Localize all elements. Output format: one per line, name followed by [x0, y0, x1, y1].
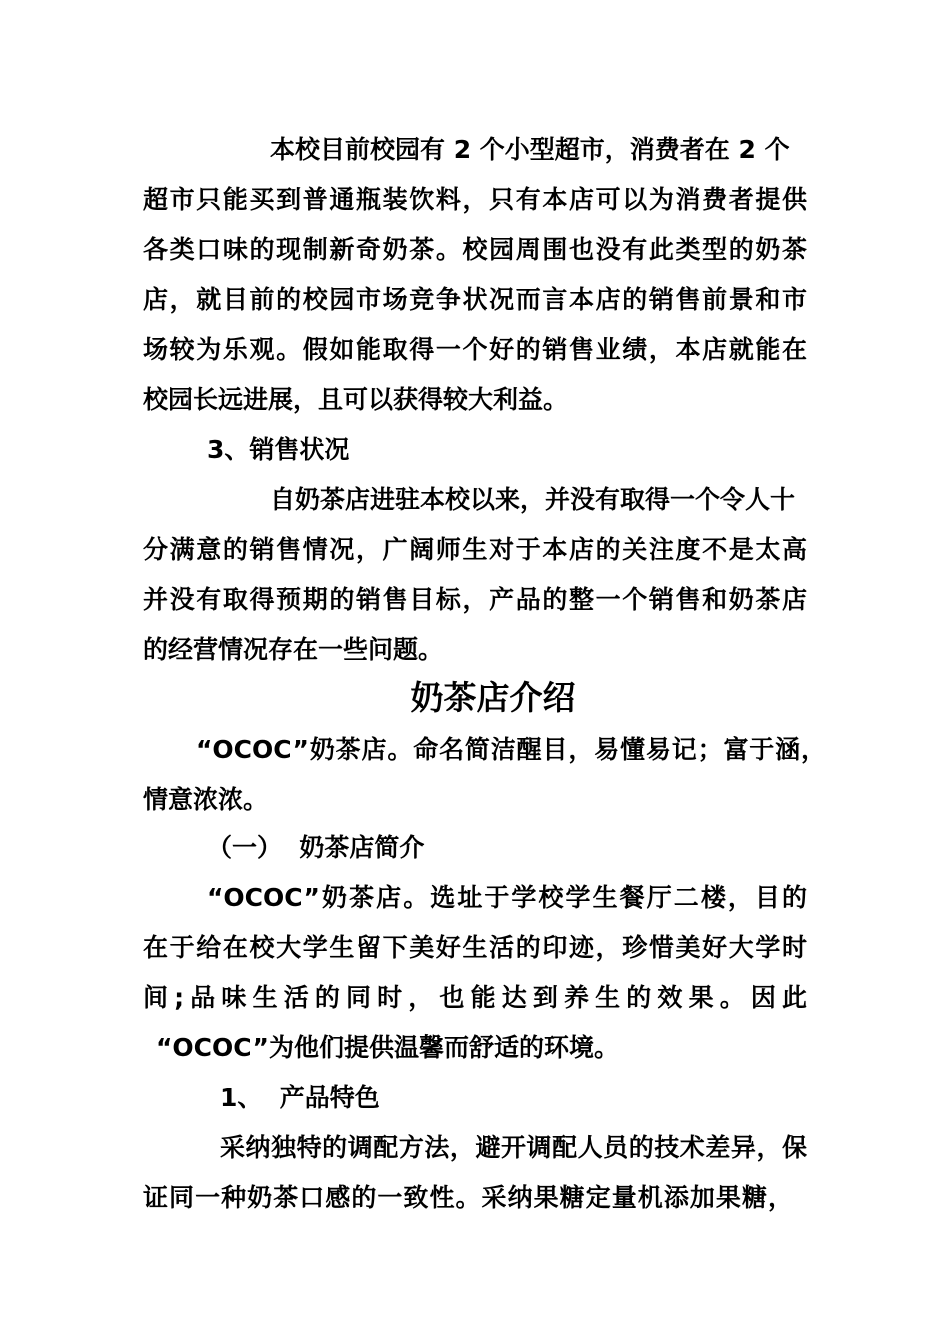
section-heading: 3、销售状况	[207, 435, 350, 464]
paragraph-line: 自奶茶店进驻本校以来，并没有取得一个令人十	[270, 485, 796, 514]
paragraph-line: 场较为乐观。假如能取得一个好的销售业绩，本店就能在	[143, 335, 807, 364]
section-heading: 1、 产品特色	[220, 1083, 380, 1112]
page-title: 奶茶店介绍	[410, 678, 576, 717]
paragraph-line: 在于给在校大学生留下美好生活的印迹，珍惜美好大学时	[143, 933, 807, 962]
paragraph-line: “OCOC”为他们提供温馨而舒适的环境。	[156, 1033, 619, 1062]
paragraph-line: 情意浓浓。	[143, 785, 269, 814]
paragraph-line: 分满意的销售情况，广阔师生对于本店的关注度不是太高	[143, 535, 807, 564]
paragraph-line: 各类口味的现制新奇奶茶。校园周围也没有此类型的奶茶	[143, 235, 807, 264]
paragraph-line: “OCOC”奶茶店。选址于学校学生餐厅二楼，目的	[207, 883, 807, 912]
paragraph-line: 超市只能买到普通瓶装饮料，只有本店可以为消费者提供	[143, 185, 807, 214]
paragraph-line: 校园长远进展，且可以获得较大利益。	[143, 385, 569, 414]
paragraph-line: 并没有取得预期的销售目标，产品的整一个销售和奶茶店	[143, 585, 807, 614]
paragraph-line: 证同一种奶茶口感的一致性。采纳果糖定量机添加果糖，	[143, 1183, 793, 1212]
paragraph-line: 店，就目前的校园市场竞争状况而言本店的销售前景和市	[143, 285, 807, 314]
paragraph-line: 间;品味生活的同时，也能达到养生的效果。因此	[143, 983, 807, 1012]
paragraph-line: 本校目前校园有 2 个小型超市，消费者在 2 个	[270, 135, 790, 164]
paragraph-line: 采纳独特的调配方法，避开调配人员的技术差异，保	[220, 1133, 807, 1162]
paragraph-line: “OCOC”奶茶店。命名简洁醒目，易懂易记；富于涵，	[196, 735, 826, 764]
section-heading: （一） 奶茶店简介	[207, 833, 425, 862]
paragraph-line: 的经营情况存在一些问题。	[143, 635, 444, 664]
